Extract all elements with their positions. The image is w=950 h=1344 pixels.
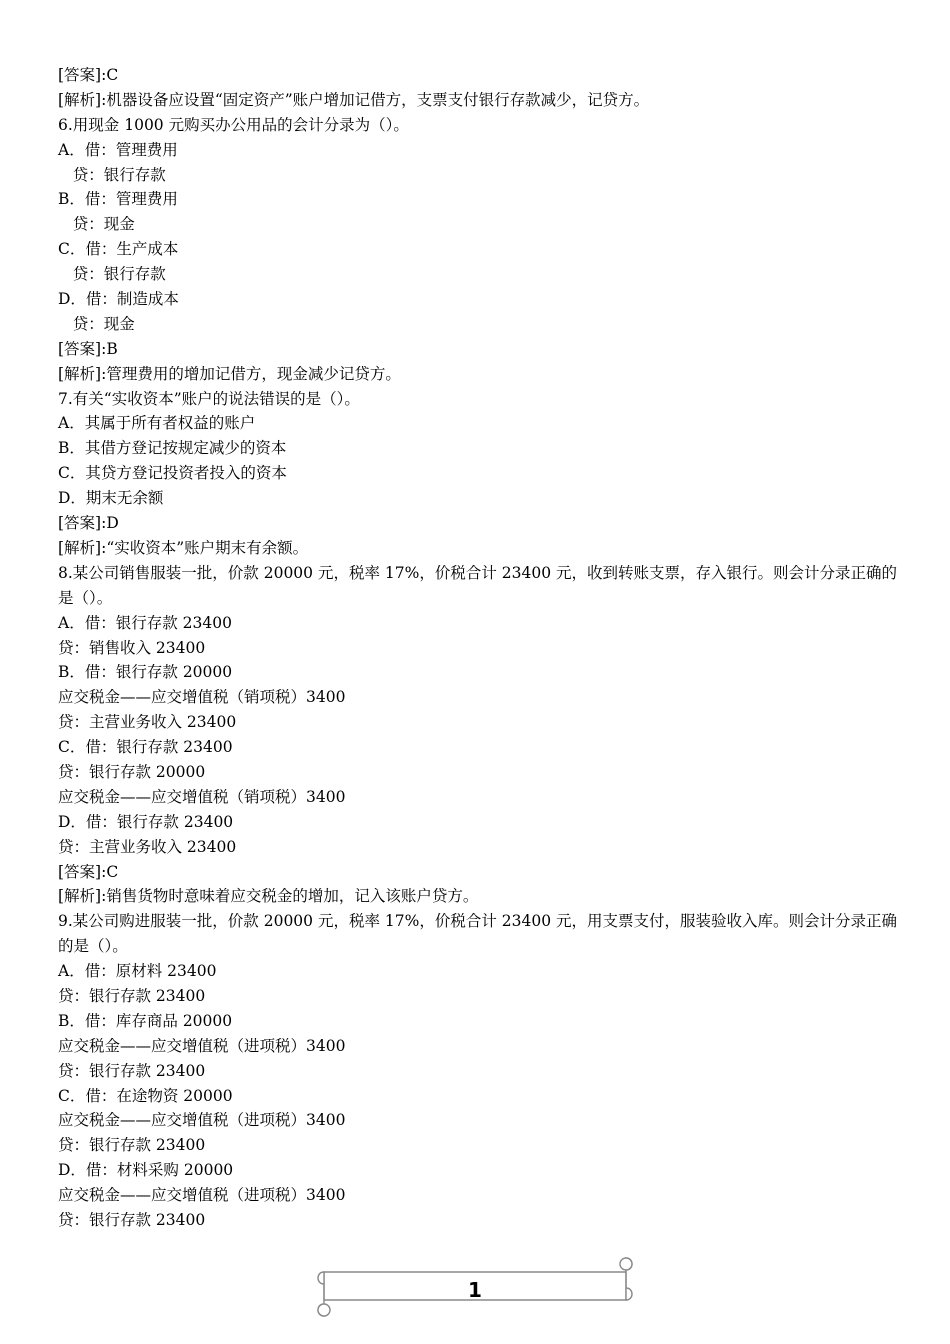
option-line: B．借：库存商品 20000 — [58, 1011, 233, 1030]
question-6: 6.用现金 1000 元购买办公用品的会计分录为（）。 — [58, 115, 409, 134]
option-line: 贷：银行存款 20000 — [58, 762, 206, 781]
option-line: C．借：银行存款 23400 — [58, 738, 233, 757]
document-body — [58, 63, 898, 1233]
option-line: 贷：现金 — [58, 215, 135, 234]
option-line: 应交税金——应交增值税（销项税）3400 — [58, 688, 346, 707]
option-line: 贷：银行存款 23400 — [58, 987, 206, 1006]
option-line: 应交税金——应交增值税（销项税）3400 — [58, 787, 346, 806]
answer-line: [答案]:B — [58, 339, 118, 358]
option-line: 贷：银行存款 23400 — [58, 1136, 206, 1155]
explanation-line: [解析]:销售货物时意味着应交税金的增加，记入该账户贷方。 — [58, 887, 479, 906]
option-line: C．借：在途物资 20000 — [58, 1086, 233, 1105]
page-footer — [312, 1254, 638, 1320]
answer-line: [答案]:C — [58, 66, 119, 84]
option-line: 贷：销售收入 23400 — [58, 638, 206, 657]
option-line: A．借：原材料 23400 — [58, 962, 217, 981]
question-8: 8.某公司销售服装一批，价款 20000 元，税率 17%，价税合计 23400 元，收到转账支票，存入银行。则会计分录正确的是（）。 — [58, 563, 897, 607]
explanation-line: [解析]:机器设备应设置“固定资产”账户增加记借方，支票支付银行存款减少，记贷方。 — [58, 90, 650, 109]
option-line: 贷：银行存款 — [58, 165, 166, 184]
answer-line: [答案]:D — [58, 514, 119, 533]
option-line: B．借：银行存款 20000 — [58, 663, 233, 682]
option-line: D．借：银行存款 23400 — [58, 812, 234, 831]
option-line: 贷：银行存款 — [58, 265, 166, 284]
option-line: A．借：银行存款 23400 — [58, 613, 232, 632]
option-line: A．借：管理费用 — [58, 140, 178, 159]
option-line: 贷：主营业务收入 23400 — [58, 837, 237, 856]
option-line: D．借：制造成本 — [58, 290, 179, 309]
option-line: 贷：银行存款 23400 — [58, 1211, 206, 1230]
option-line: 应交税金——应交增值税（进项税）3400 — [58, 1111, 346, 1130]
explanation-line: [解析]:管理费用的增加记借方，现金减少记贷方。 — [58, 364, 401, 383]
option-line: C．借：生产成本 — [58, 240, 179, 259]
option-line: D．期末无余额 — [58, 489, 164, 508]
question-7: 7.有关“实收资本”账户的说法错误的是（）。 — [58, 389, 360, 408]
option-line: 贷：现金 — [58, 314, 135, 333]
question-9: 9.某公司购进服装一批，价款 20000 元，税率 17%，价税合计 23400 元，用支票支付，服装验收入库。则会计分录正确的是（）。 — [58, 912, 897, 956]
option-line: 贷：银行存款 23400 — [58, 1061, 206, 1080]
option-line: D．借：材料采购 20000 — [58, 1161, 234, 1180]
option-line: 贷：主营业务收入 23400 — [58, 713, 237, 732]
option-line: 应交税金——应交增值税（进项税）3400 — [58, 1186, 346, 1205]
option-line: B．其借方登记按规定减少的资本 — [58, 439, 287, 458]
option-line: 应交税金——应交增值税（进项税）3400 — [58, 1036, 346, 1055]
option-line: A．其属于所有者权益的账户 — [58, 414, 256, 433]
answer-line: [答案]:C — [58, 862, 119, 881]
page-number: 1 — [468, 1278, 482, 1302]
option-line: C．其贷方登记投资者投入的资本 — [58, 464, 287, 483]
option-line: B．借：管理费用 — [58, 190, 178, 209]
explanation-line: [解析]:“实收资本”账户期末有余额。 — [58, 538, 309, 557]
